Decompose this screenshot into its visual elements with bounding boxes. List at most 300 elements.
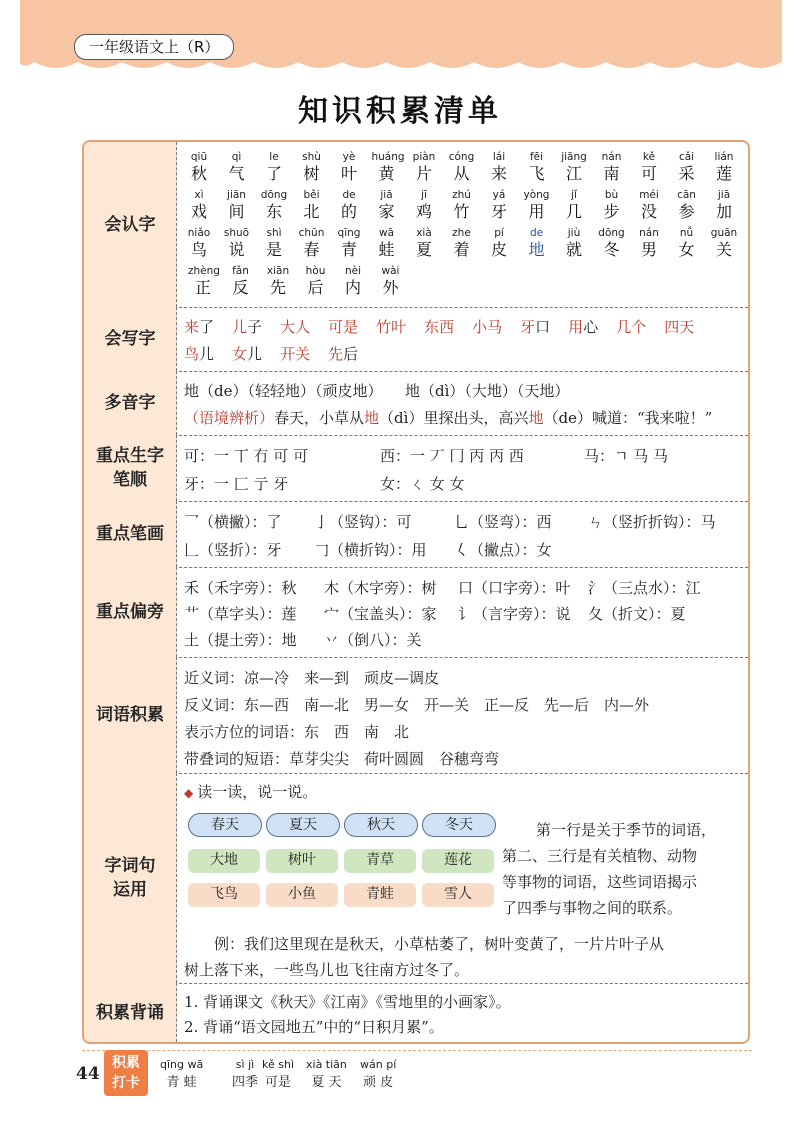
pinyin: de — [342, 189, 356, 201]
char-cell — [301, 264, 331, 298]
pinyin: yá — [492, 189, 506, 201]
pinyin: bù — [604, 189, 619, 201]
hanzi: 皮 — [490, 240, 507, 259]
hanzi: 鸟 — [190, 240, 207, 259]
hanzi: 步 — [603, 202, 620, 221]
hanzi: 青 — [340, 240, 357, 259]
hanzi: 树 — [303, 164, 320, 183]
strokes-content — [184, 501, 742, 567]
write-char: 女 — [232, 345, 248, 363]
write-char: 可是 — [328, 318, 359, 336]
char-cell — [338, 264, 368, 298]
row-label: 多音字 — [84, 371, 177, 435]
write-char: 小马 — [472, 318, 503, 336]
char-cell — [184, 150, 214, 184]
hanzi: 正 — [194, 278, 211, 297]
recite-item: 1. 背诵课文《秋天》《江南》《雪地里的小画家》。 — [184, 993, 511, 1011]
pinyin: běi — [303, 189, 320, 201]
write-char-plain: 子 — [247, 318, 263, 336]
char-cell — [226, 264, 256, 298]
hanzi: 内 — [344, 278, 361, 297]
row-label: 会写字 — [84, 307, 177, 371]
page-number: 44 — [76, 1064, 100, 1084]
row-recite — [84, 983, 748, 1042]
write-word — [568, 318, 598, 336]
write-char: 牙 — [520, 318, 536, 336]
row-recognize — [84, 142, 748, 308]
polyphone-line: 地（de）（轻轻地）（顽皮地） 地（dì）（大地）（天地） — [184, 382, 570, 400]
write-char: 用 — [568, 318, 584, 336]
stroke-order-ma: 马：ㄱ 马 马 — [584, 447, 669, 465]
char-cell — [559, 188, 589, 222]
hanzi: 来 — [490, 164, 507, 183]
char-cell — [559, 150, 589, 184]
write-word — [232, 345, 262, 363]
write-char: 鸟 — [184, 345, 200, 363]
pinyin: xiān — [266, 265, 290, 277]
text: 春天，小草从 — [274, 409, 365, 427]
hanzi: 戏 — [190, 202, 207, 221]
pinyin: xià tiān — [306, 1058, 347, 1071]
text: （dì）里探出头，高兴 — [379, 409, 529, 427]
char-cell — [522, 150, 552, 184]
pinyin: de — [529, 227, 544, 239]
hanzi: 飞 — [528, 164, 545, 183]
pill-season: 春天 — [188, 813, 262, 837]
context-tag: （语境辨析） — [184, 409, 275, 427]
char-cell — [672, 188, 702, 222]
pinyin: jǐ — [571, 189, 577, 201]
write-word — [424, 318, 454, 336]
char-cell — [447, 150, 477, 184]
pinyin: qiū — [190, 151, 208, 163]
stroke-item: 亅（竖钩）：可 — [314, 513, 412, 531]
pill-plant: 青草 — [344, 849, 416, 873]
hanzi: 先 — [269, 278, 286, 297]
pinyin: shì — [266, 227, 282, 239]
row-strokes — [84, 501, 748, 568]
example-line: 树上落下来，一些鸟儿也飞往南方过冬了。 — [184, 961, 470, 979]
pill-season: 夏天 — [266, 813, 340, 837]
pinyin: kě shì — [262, 1058, 295, 1071]
row-radicals — [84, 567, 748, 658]
polyphone-line — [184, 407, 712, 428]
stroke-item: 𠃌（横折钩）：用 — [314, 541, 427, 559]
stroke-order-xi: 西：一 丆 冂 丙 丙 西 — [380, 447, 524, 465]
highlight: 地 — [528, 409, 544, 427]
hanzi: 鸡 — [415, 202, 432, 221]
label-line: 重点生字 — [96, 446, 164, 466]
hanzi: 可 — [640, 164, 657, 183]
row-polyphone — [84, 371, 748, 436]
stroke-item: ㄣ（竖折折钩）：马 — [588, 513, 716, 531]
pill-plant: 大地 — [188, 849, 260, 873]
badge-line: 积累 — [112, 1055, 140, 1071]
char-cell — [297, 226, 327, 260]
pinyin: dōng — [598, 227, 625, 239]
char-cell — [447, 226, 477, 260]
example-line: 例：我们这里现在是秋天，小草枯萎了，树叶变黄了，一片片叶子从 — [214, 935, 665, 953]
radical-item: 丷（倒八）：关 — [324, 631, 422, 649]
hanzi: 夏 天 — [311, 1075, 342, 1090]
hanzi: 外 — [382, 278, 399, 297]
write-chars — [184, 307, 742, 371]
write-char: 几个 — [616, 318, 647, 336]
hanzi: 青 蛙 — [166, 1075, 197, 1090]
pinyin: cān — [677, 189, 696, 201]
char-cell — [188, 264, 218, 298]
char-cell — [709, 226, 739, 260]
hanzi: 参 — [678, 202, 695, 221]
pill-season: 秋天 — [344, 813, 418, 837]
pinyin: jiā — [380, 189, 393, 201]
pinyin: fēi — [529, 151, 544, 163]
pinyin: lián — [714, 151, 734, 163]
hanzi: 加 — [715, 202, 732, 221]
write-char: 东西 — [424, 318, 455, 336]
row-label: 积累背诵 — [84, 983, 177, 1042]
pinyin: wā — [378, 227, 395, 239]
hanzi: 采 — [678, 164, 695, 183]
char-cell — [222, 150, 252, 184]
footer-word — [360, 1058, 396, 1090]
write-word — [280, 318, 310, 336]
pinyin: cóng — [448, 151, 475, 163]
row-words — [84, 657, 748, 774]
char-cell — [634, 150, 664, 184]
footer-divider — [82, 1050, 752, 1051]
knowledge-table — [82, 140, 750, 1044]
label-line: 字词句 — [104, 856, 156, 876]
pinyin: qīng — [337, 227, 361, 239]
pinyin: zhe — [452, 227, 471, 239]
hanzi: 莲 — [715, 164, 732, 183]
hanzi: 可是 — [265, 1075, 292, 1090]
char-cell — [297, 150, 327, 184]
write-char: 儿 — [232, 318, 248, 336]
char-cell — [334, 226, 364, 260]
write-word — [232, 318, 262, 336]
hanzi: 地 — [528, 240, 545, 259]
hanzi: 江 — [565, 164, 582, 183]
pinyin: lái — [492, 151, 506, 163]
footer-word — [232, 1058, 258, 1090]
char-cell — [376, 264, 406, 298]
write-char: 先 — [328, 345, 344, 363]
char-cell — [259, 226, 289, 260]
usage-heading — [184, 781, 317, 802]
row-write — [84, 307, 748, 372]
hanzi: 南 — [603, 164, 620, 183]
write-char: 竹叶 — [376, 318, 407, 336]
label-line: 运用 — [113, 880, 147, 900]
pill-season: 冬天 — [422, 813, 496, 837]
reduplication-line: 带叠词的短语：草芽尖尖 荷叶圆圆 谷穗弯弯 — [184, 750, 500, 768]
write-word — [472, 318, 502, 336]
hanzi: 黄 — [378, 164, 395, 183]
bullet-icon: ◆ — [184, 786, 194, 800]
words-content — [184, 657, 742, 773]
char-cell — [634, 226, 664, 260]
heading-text: 读一读，说一说。 — [197, 783, 318, 801]
directions-line: 表示方位的词语：东 西 南 北 — [184, 723, 410, 741]
footer-word — [160, 1058, 203, 1090]
row-label: 重点笔画 — [84, 501, 177, 567]
char-cell — [409, 226, 439, 260]
row-label: 词语积累 — [84, 657, 177, 773]
pinyin: wài — [381, 265, 400, 277]
label-line: 笔顺 — [113, 470, 147, 490]
write-char: 大人 — [280, 318, 311, 336]
hanzi: 着 — [453, 240, 470, 259]
pinyin: nán — [639, 227, 659, 239]
radicals-content — [184, 567, 742, 657]
write-char-plain: 儿 — [247, 345, 263, 363]
hanzi: 男 — [640, 240, 657, 259]
char-cell — [484, 226, 514, 260]
write-char-plain: 儿 — [199, 345, 215, 363]
char-cell — [409, 188, 439, 222]
explain-line: 等事物的词语，这些词语揭示 — [502, 873, 698, 891]
pinyin: yè — [342, 151, 356, 163]
pinyin: dōng — [260, 189, 288, 201]
badge-line: 打卡 — [112, 1075, 140, 1091]
write-char: 四天 — [664, 318, 695, 336]
pinyin: nǚ — [679, 227, 694, 239]
hanzi: 气 — [228, 164, 245, 183]
char-cell — [372, 188, 402, 222]
pinyin: jiā — [717, 189, 731, 201]
row-stroke-order — [84, 435, 748, 502]
pill-plant: 树叶 — [266, 849, 338, 873]
pinyin: qì — [231, 151, 242, 163]
char-cell — [484, 150, 514, 184]
hanzi: 说 — [228, 240, 245, 259]
write-char: 来 — [184, 318, 200, 336]
pinyin: jiāng — [561, 151, 587, 163]
row-usage — [84, 773, 748, 984]
hanzi: 几 — [565, 202, 582, 221]
radical-item: 宀（宝盖头）：家 — [324, 605, 437, 623]
write-word — [520, 318, 550, 336]
pinyin: zhèng — [188, 265, 220, 277]
pinyin: jiù — [567, 227, 581, 239]
pinyin: shuō — [223, 227, 250, 239]
char-cell — [263, 264, 293, 298]
write-line — [184, 343, 376, 364]
footer-word — [306, 1058, 347, 1090]
write-char-plain: 口 — [535, 318, 551, 336]
hanzi: 牙 — [490, 202, 507, 221]
write-line — [184, 316, 712, 337]
pinyin: fǎn — [232, 265, 249, 277]
hanzi: 叶 — [340, 164, 357, 183]
explain-line: 第二、三行是有关植物、动物 — [502, 847, 698, 865]
stroke-order-nv: 女：ㄑ 女 女 — [380, 475, 465, 493]
char-cell — [709, 150, 739, 184]
char-cell — [559, 226, 589, 260]
pinyin: shù — [302, 151, 321, 163]
char-cell — [184, 226, 214, 260]
write-word — [376, 318, 406, 336]
explain-line: 了四季与事物之间的联系。 — [502, 899, 683, 917]
pinyin: pí — [494, 227, 504, 239]
row-label — [84, 773, 177, 983]
stroke-item: 乚（竖弯）：西 — [454, 513, 552, 531]
hanzi: 春 — [303, 240, 320, 259]
antonyms-line: 反义词：东—西 南—北 男—女 开—关 正—反 先—后 内—外 — [184, 696, 650, 714]
hanzi: 北 — [303, 202, 320, 221]
row-label: 重点偏旁 — [84, 567, 177, 657]
pinyin: nèi — [344, 265, 362, 277]
page-title: 知识积累清单 — [298, 94, 502, 129]
radical-item: 木（木字旁）：树 — [324, 579, 437, 597]
pinyin: niǎo — [187, 227, 211, 239]
hanzi: 从 — [453, 164, 470, 183]
stroke-order-ya: 牙：一 匚 亍 牙 — [184, 475, 289, 493]
char-cell — [334, 188, 364, 222]
stroke-item: 𡿨（撇点）：女 — [454, 541, 552, 559]
char-cell — [259, 188, 289, 222]
row-label: 会认字 — [84, 142, 177, 307]
hanzi: 间 — [228, 202, 245, 221]
hanzi: 夏 — [415, 240, 432, 259]
write-word — [280, 345, 310, 363]
pill-animal: 青蛙 — [344, 883, 416, 907]
pinyin: wán pí — [360, 1058, 397, 1071]
pinyin: piàn — [412, 151, 436, 163]
explain-line: 第一行是关于季节的词语， — [536, 821, 717, 839]
hanzi: 东 — [265, 202, 282, 221]
pinyin: jiān — [227, 189, 246, 201]
pill-animal: 飞鸟 — [188, 883, 260, 907]
hanzi: 关 — [715, 240, 732, 259]
usage-content — [184, 773, 742, 983]
pinyin: kě — [642, 151, 656, 163]
char-cell — [222, 226, 252, 260]
stroke-item: 乛（横撇）：了 — [184, 513, 282, 531]
char-cell — [634, 188, 664, 222]
pill-animal: 小鱼 — [266, 883, 338, 907]
hanzi: 的 — [340, 202, 357, 221]
hanzi: 用 — [528, 202, 545, 221]
char-cell — [259, 150, 289, 184]
text: （de）喊道：“我来啦！” — [543, 409, 713, 427]
recite-content — [184, 983, 742, 1042]
write-char-plain: 了 — [199, 318, 215, 336]
char-cell — [522, 188, 552, 222]
pinyin: zhú — [452, 189, 471, 201]
hanzi: 了 — [265, 164, 282, 183]
hanzi: 是 — [265, 240, 282, 259]
radical-item: 夂（折文）：夏 — [588, 605, 686, 623]
pinyin: sì jì — [235, 1058, 255, 1071]
hanzi: 秋 — [190, 164, 207, 183]
char-cell — [334, 150, 364, 184]
footer-word — [262, 1058, 294, 1090]
write-char-plain: 后 — [343, 345, 359, 363]
stroke-order-content — [184, 435, 742, 501]
hanzi: 片 — [415, 164, 432, 183]
grade-tag: 一年级语文上（R） — [74, 34, 234, 60]
pinyin: xià — [416, 227, 432, 239]
pill-plant: 莲花 — [422, 849, 494, 873]
hanzi: 四季 — [232, 1075, 259, 1090]
pinyin: nán — [601, 151, 622, 163]
pinyin: xì — [194, 189, 204, 201]
char-cell — [709, 188, 739, 222]
char-cell — [672, 226, 702, 260]
char-cell — [597, 188, 627, 222]
radical-item: 艹（草字头）：莲 — [184, 605, 297, 623]
hanzi: 后 — [307, 278, 324, 297]
char-cell — [522, 226, 552, 260]
synonyms-line: 近义词：凉—冷 来—到 顽皮—调皮 — [184, 669, 440, 687]
pinyin: huáng — [371, 151, 405, 163]
daily-badge — [104, 1050, 148, 1096]
char-cell — [184, 188, 214, 222]
radical-item: 口（口字旁）：叶 — [458, 579, 571, 597]
write-word — [616, 318, 646, 336]
pill-animal: 雪人 — [422, 883, 494, 907]
char-cell — [597, 150, 627, 184]
write-word — [328, 345, 358, 363]
radical-item: 土（提土旁）：地 — [184, 631, 297, 649]
char-cell — [597, 226, 627, 260]
pinyin: le — [269, 151, 279, 163]
char-cell — [371, 150, 405, 184]
pinyin: cǎi — [678, 151, 695, 163]
write-word — [664, 318, 694, 336]
pinyin: jī — [421, 189, 427, 201]
hanzi: 女 — [678, 240, 695, 259]
row-label — [84, 435, 177, 501]
hanzi: 家 — [378, 202, 395, 221]
hanzi: 竹 — [453, 202, 470, 221]
highlight: 地 — [364, 409, 380, 427]
char-cell — [372, 226, 402, 260]
char-cell — [447, 188, 477, 222]
hanzi: 没 — [640, 202, 657, 221]
recognize-chars — [184, 142, 742, 307]
recite-item: 2. 背诵“语文园地五”中的“日积月累”。 — [184, 1018, 444, 1036]
radical-item: 禾（禾字旁）：秋 — [184, 579, 297, 597]
hanzi: 反 — [232, 278, 249, 297]
hanzi: 就 — [565, 240, 582, 259]
hanzi: 蛙 — [378, 240, 395, 259]
write-word — [328, 318, 358, 336]
pinyin: qīng wā — [160, 1058, 204, 1071]
stroke-order-ke: 可：一 丅 冇 可 可 — [184, 447, 309, 465]
polyphone-content — [184, 371, 742, 435]
pinyin: guān — [710, 227, 738, 239]
stroke-item: 𠃊（竖折）：牙 — [184, 541, 282, 559]
pinyin: yòng — [523, 189, 550, 201]
pinyin: chūn — [298, 227, 325, 239]
char-cell — [409, 150, 439, 184]
radical-item: 讠（言字旁）：说 — [458, 605, 571, 623]
char-cell — [222, 188, 252, 222]
char-cell — [297, 188, 327, 222]
hanzi: 顽 皮 — [363, 1075, 394, 1090]
char-cell — [672, 150, 702, 184]
radical-item: 氵（三点水）：江 — [588, 579, 701, 597]
char-cell — [484, 188, 514, 222]
pinyin: méi — [639, 189, 659, 201]
write-word — [184, 345, 214, 363]
write-char: 开关 — [280, 345, 311, 363]
write-word — [184, 318, 214, 336]
